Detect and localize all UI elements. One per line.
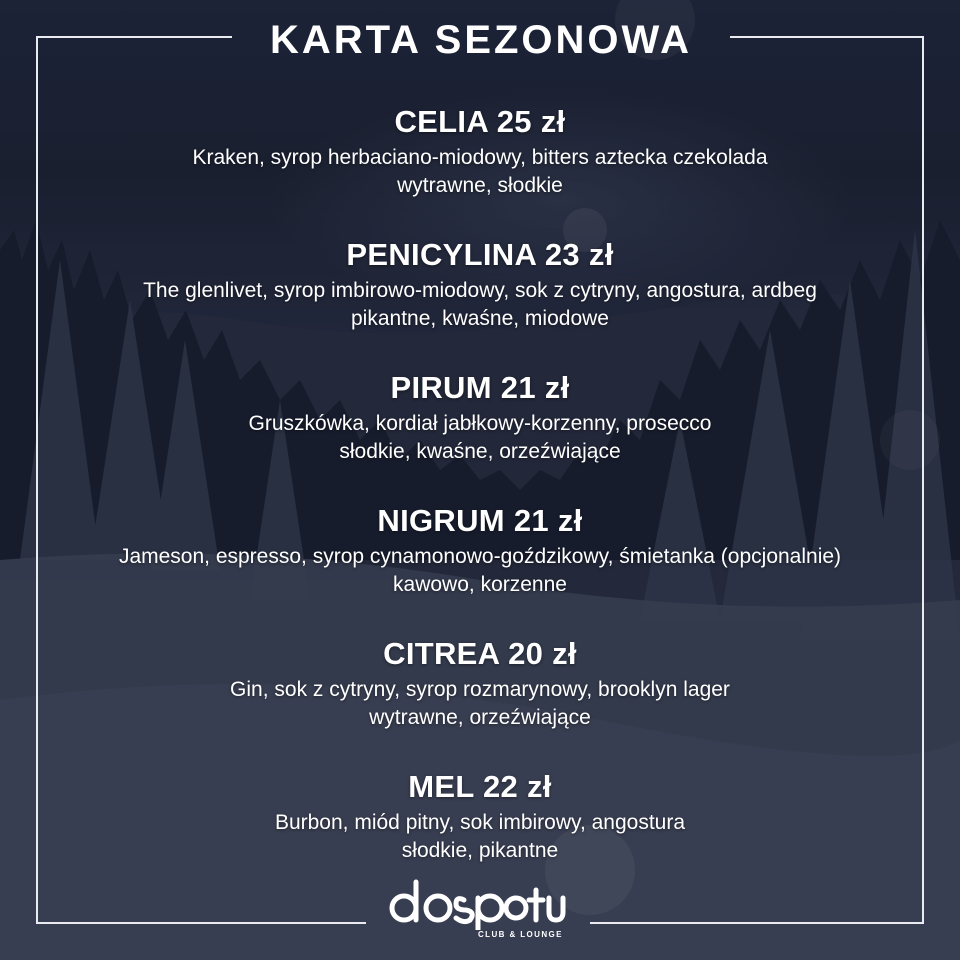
- menu-item-taste: wytrawne, słodkie: [397, 174, 563, 197]
- frame-top-right-border: [730, 36, 924, 38]
- brand-logo: [366, 870, 590, 950]
- cocktail-menu-list: [40, 100, 920, 898]
- menu-item-ingredients: Jameson, espresso, syrop cynamonowo-goździkowy, śmietanka (opcjonalnie): [118, 545, 842, 568]
- page-title: KARTA SEZONOWA: [270, 18, 692, 62]
- menu-item-ingredients: Burbon, miód pitny, sok imbirowy, angostura: [274, 811, 686, 834]
- menu-item-taste: pikantne, kwaśne, miodowe: [351, 307, 609, 330]
- menu-item: [40, 233, 920, 366]
- menu-item-taste: słodkie, pikantne: [401, 839, 559, 862]
- menu-item: [40, 366, 920, 499]
- menu-item-name: NIGRUM 21 zł: [377, 503, 583, 538]
- frame-left-border: [36, 36, 38, 924]
- menu-item-ingredients: Kraken, syrop herbaciano-miodowy, bitters aztecka czekolada: [192, 146, 768, 169]
- menu-item: [40, 632, 920, 765]
- menu-item-ingredients: The glenlivet, syrop imbirowo-miodowy, sok z cytryny, angostura, ardbeg: [143, 279, 817, 302]
- menu-item: [40, 499, 920, 632]
- logo-subtitle: CLUB & LOUNGE: [478, 930, 563, 939]
- menu-item-taste: wytrawne, orzeźwiające: [369, 706, 591, 729]
- frame-top-left-border: [36, 36, 232, 38]
- menu-item-ingredients: Gruszkówka, kordiał jabłkowy-korzenny, prosecco: [248, 412, 712, 435]
- menu-item-name: MEL 22 zł: [408, 769, 552, 804]
- frame-bottom-left-border: [36, 922, 366, 924]
- menu-item: [40, 100, 920, 233]
- menu-item-ingredients: Gin, sok z cytryny, syrop rozmarynowy, brooklyn lager: [230, 678, 730, 701]
- menu-item-name: CITREA 20 zł: [383, 636, 577, 671]
- menu-item-taste: kawowo, korzenne: [393, 573, 567, 596]
- menu-item-taste: słodkie, kwaśne, orzeźwiające: [339, 440, 621, 463]
- do-sopotu-logo-icon: [386, 874, 566, 930]
- menu-item-name: CELIA 25 zł: [394, 104, 566, 139]
- frame-right-border: [922, 36, 924, 924]
- frame-bottom-right-border: [590, 922, 924, 924]
- menu-item-name: PENICYLINA 23 zł: [346, 237, 614, 272]
- menu-item-name: PIRUM 21 zł: [390, 370, 570, 405]
